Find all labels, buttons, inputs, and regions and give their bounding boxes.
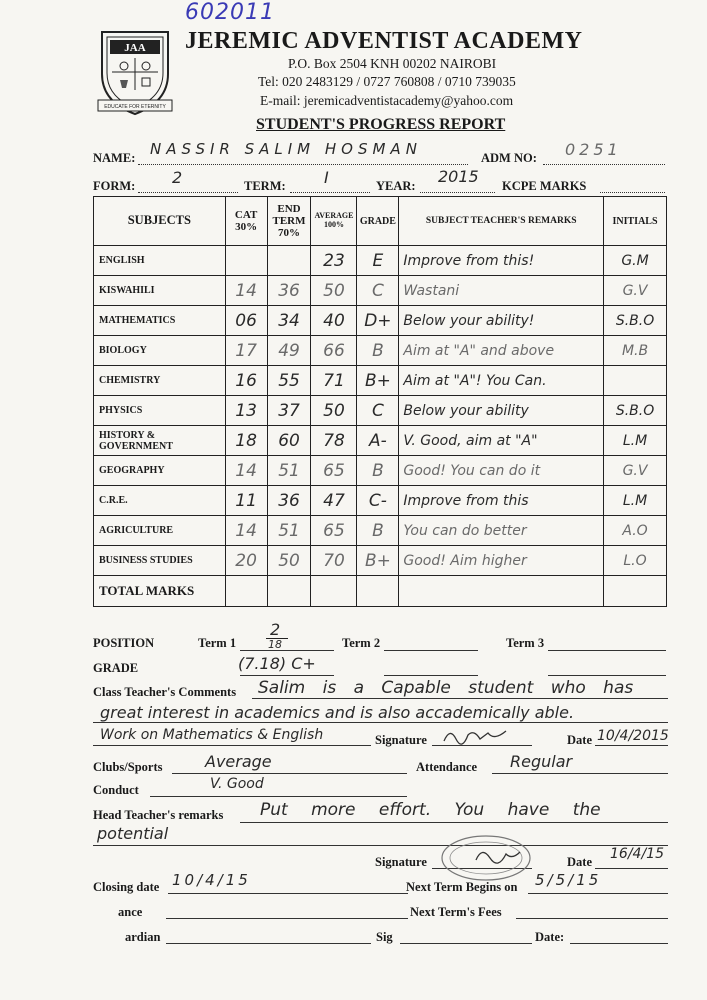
cat-score-cell: 11 — [225, 486, 267, 516]
subject-cell: PHYSICS — [94, 396, 226, 426]
closing-date-value: 10/4/15 — [172, 871, 251, 889]
class-teacher-comments-label: Class Teacher's Comments — [93, 685, 237, 699]
grade-cell: D+ — [357, 306, 399, 336]
end-term-score-cell — [267, 246, 311, 276]
subject-cell: KISWAHILI — [94, 276, 226, 306]
kcpe-label: KCPE MARKS — [502, 179, 587, 193]
cat-score-cell: 13 — [225, 396, 267, 426]
initials-cell: G.V — [604, 456, 667, 486]
cat-score-cell: 14 — [225, 276, 267, 306]
next-term-fees-label: Next Term's Fees — [410, 905, 502, 919]
class-comment-line-1: Salim is a Capable student who has — [258, 678, 634, 698]
school-email: E-mail: jeremicadventistacademy@yahoo.com — [260, 93, 514, 108]
table-row — [94, 336, 667, 366]
teacher-remark-cell: Good! You can do it — [399, 456, 604, 486]
total-marks-cell — [357, 576, 399, 607]
cat-score-cell: 14 — [225, 456, 267, 486]
cat-score-cell: 14 — [225, 516, 267, 546]
document-number: 602011 — [185, 0, 275, 25]
table-row — [94, 306, 667, 336]
average-score-cell: 50 — [311, 396, 357, 426]
head-comment-line-1: Put more effort. You have the — [260, 800, 601, 820]
table-row — [94, 486, 667, 516]
end-term-score-cell: 34 — [267, 306, 311, 336]
clubs-sports-label: Clubs/Sports — [93, 760, 163, 774]
crest-motto: EDUCATE FOR ETERNITY — [104, 104, 166, 110]
end-term-score-cell: 36 — [267, 486, 311, 516]
end-term-score-cell: 55 — [267, 366, 311, 396]
total-marks-row — [94, 576, 667, 607]
end-term-score-cell: 36 — [267, 276, 311, 306]
average-score-cell: 23 — [311, 246, 357, 276]
subject-cell: HISTORY & GOVERNMENT — [94, 426, 226, 456]
grade-cell: A- — [357, 426, 399, 456]
teacher-remark-cell: Wastani — [399, 276, 604, 306]
cat-score-cell — [225, 246, 267, 276]
term-label: TERM: — [244, 179, 286, 193]
year-label: YEAR: — [376, 179, 416, 193]
year-value: 2015 — [438, 167, 479, 186]
school-phone: Tel: 020 2483129 / 0727 760808 / 0710 739035 — [258, 74, 516, 89]
adm-number-value: 0251 — [565, 140, 622, 159]
average-score-cell: 65 — [311, 516, 357, 546]
average-score-cell: 78 — [311, 426, 357, 456]
end-term-score-cell: 60 — [267, 426, 311, 456]
term1-label: Term 1 — [198, 636, 237, 650]
grade-header: GRADE — [357, 197, 399, 246]
total-marks-cell — [399, 576, 604, 607]
grade-cell: C — [357, 396, 399, 426]
student-name-value: NASSIR SALIM HOSMAN — [150, 140, 422, 158]
subject-cell: AGRICULTURE — [94, 516, 226, 546]
head-comment-line-2: potential — [97, 824, 169, 843]
total-marks-cell — [225, 576, 267, 607]
form-value: 2 — [172, 168, 183, 187]
conduct-value: V. Good — [210, 776, 264, 792]
closing-date-label: Closing date — [93, 880, 160, 894]
grade-label: GRADE — [93, 661, 139, 675]
table-row — [94, 276, 667, 306]
remarks-header: SUBJECT TEACHER'S REMARKS — [399, 197, 604, 246]
cat-score-cell: 17 — [225, 336, 267, 366]
teacher-remark-cell: Good! Aim higher — [399, 546, 604, 576]
attendance-label: Attendance — [416, 760, 478, 774]
initials-cell: A.O — [604, 516, 667, 546]
term3-label: Term 3 — [506, 636, 545, 650]
next-term-begins-label: Next Term Begins on — [406, 880, 518, 894]
guardian-label: ardian — [125, 930, 161, 944]
teacher-remark-cell: Aim at "A" and above — [399, 336, 604, 366]
grade-cell: C — [357, 276, 399, 306]
initials-cell: S.B.O — [604, 306, 667, 336]
cat-score-cell: 06 — [225, 306, 267, 336]
initials-cell: L.M — [604, 426, 667, 456]
average-score-cell: 65 — [311, 456, 357, 486]
class-date-label: Date — [567, 733, 592, 747]
overall-grade-value: (7.18) C+ — [238, 654, 316, 673]
term2-label: Term 2 — [342, 636, 381, 650]
subject-cell: CHEMISTRY — [94, 366, 226, 396]
head-signature-label: Signature — [375, 855, 427, 869]
subject-cell: BIOLOGY — [94, 336, 226, 366]
end-term-score-cell: 37 — [267, 396, 311, 426]
average-header: AVERAGE 100% — [311, 197, 357, 246]
initials-cell: M.B — [604, 336, 667, 366]
table-row — [94, 516, 667, 546]
total-marks-cell — [267, 576, 311, 607]
average-score-cell: 47 — [311, 486, 357, 516]
average-score-cell: 50 — [311, 276, 357, 306]
table-row — [94, 456, 667, 486]
table-row — [94, 546, 667, 576]
initials-cell: S.B.O — [604, 396, 667, 426]
school-name: JEREMIC ADVENTIST ACADEMY — [185, 28, 583, 54]
end-term-score-cell: 49 — [267, 336, 311, 366]
initials-cell: L.O — [604, 546, 667, 576]
initials-cell: G.V — [604, 276, 667, 306]
subject-cell: GEOGRAPHY — [94, 456, 226, 486]
initials-header: INITIALS — [604, 197, 667, 246]
cat-score-cell: 18 — [225, 426, 267, 456]
crest-letters: JAA — [124, 42, 146, 54]
term1-position-value: 2 — [270, 620, 281, 639]
cat-score-cell: 16 — [225, 366, 267, 396]
class-teacher-signature-icon — [440, 725, 510, 747]
table-row — [94, 366, 667, 396]
total-marks-cell — [604, 576, 667, 607]
grade-cell: C- — [357, 486, 399, 516]
class-comment-line-3: Work on Mathematics & English — [100, 727, 324, 743]
average-score-cell: 66 — [311, 336, 357, 366]
grade-cell: B — [357, 456, 399, 486]
guardian-signature-label: Sig — [376, 930, 393, 944]
total-marks-label: TOTAL MARKS — [94, 576, 226, 607]
school-crest-logo — [96, 28, 174, 116]
clubs-sports-value: Average — [205, 752, 272, 771]
average-score-cell: 71 — [311, 366, 357, 396]
end-term-header: END TERM 70% — [267, 197, 311, 246]
end-term-score-cell: 51 — [267, 516, 311, 546]
average-score-cell: 40 — [311, 306, 357, 336]
teacher-remark-cell: You can do better — [399, 516, 604, 546]
initials-cell: G.M — [604, 246, 667, 276]
subject-cell: MATHEMATICS — [94, 306, 226, 336]
balance-label: ance — [118, 905, 143, 919]
guardian-date-label: Date: — [535, 930, 565, 944]
head-date-label: Date — [567, 855, 592, 869]
attendance-value: Regular — [510, 752, 573, 771]
initials-cell — [604, 366, 667, 396]
head-date-value: 16/4/15 — [610, 846, 664, 862]
class-date-value: 10/4/2015 — [597, 728, 669, 744]
subject-cell: ENGLISH — [94, 246, 226, 276]
teacher-remark-cell: Aim at "A"! You Can. — [399, 366, 604, 396]
end-term-score-cell: 50 — [267, 546, 311, 576]
form-label: FORM: — [93, 179, 136, 193]
cat-header: CAT 30% — [225, 197, 267, 246]
grade-cell: B+ — [357, 546, 399, 576]
end-term-score-cell: 51 — [267, 456, 311, 486]
name-label: NAME: — [93, 151, 136, 165]
teacher-remark-cell: V. Good, aim at "A" — [399, 426, 604, 456]
grade-cell: B — [357, 336, 399, 366]
table-header-row — [94, 197, 667, 246]
total-marks-cell — [311, 576, 357, 607]
table-row — [94, 426, 667, 456]
teacher-remark-cell: Improve from this — [399, 486, 604, 516]
grade-cell: E — [357, 246, 399, 276]
subject-cell: BUSINESS STUDIES — [94, 546, 226, 576]
official-stamp-icon — [436, 832, 546, 882]
teacher-remark-cell: Improve from this! — [399, 246, 604, 276]
school-address: P.O. Box 2504 KNH 00202 NAIROBI — [288, 56, 497, 71]
head-teacher-remarks-label: Head Teacher's remarks — [93, 808, 224, 822]
grades-table — [93, 196, 667, 607]
term1-out-of-value: 18 — [268, 638, 282, 651]
average-score-cell: 70 — [311, 546, 357, 576]
teacher-remark-cell: Below your ability — [399, 396, 604, 426]
table-row — [94, 396, 667, 426]
class-signature-label: Signature — [375, 733, 427, 747]
term-value: I — [324, 168, 329, 187]
table-row — [94, 246, 667, 276]
subject-cell: C.R.E. — [94, 486, 226, 516]
class-comment-line-2: great interest in academics and is also accademically able. — [100, 703, 575, 722]
cat-score-cell: 20 — [225, 546, 267, 576]
subjects-header: SUBJECTS — [94, 197, 226, 246]
grade-cell: B+ — [357, 366, 399, 396]
grade-cell: B — [357, 516, 399, 546]
adm-label: ADM NO: — [481, 151, 537, 165]
report-title: STUDENT'S PROGRESS REPORT — [256, 116, 506, 133]
teacher-remark-cell: Below your ability! — [399, 306, 604, 336]
position-label: POSITION — [93, 636, 155, 650]
initials-cell: L.M — [604, 486, 667, 516]
conduct-label: Conduct — [93, 783, 139, 797]
next-term-begins-value: 5/5/15 — [535, 871, 602, 889]
